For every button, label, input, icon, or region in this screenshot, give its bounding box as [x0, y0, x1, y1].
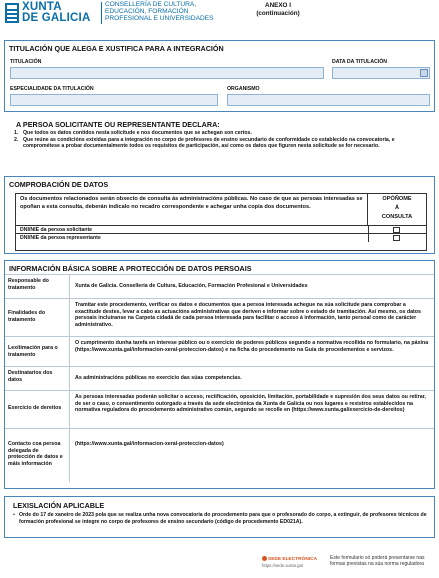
sede-logo-text: SEDE ELECTRÓNICA — [268, 557, 318, 562]
table-row — [5, 390, 434, 428]
lexislacion-section — [4, 496, 435, 538]
table-row — [5, 366, 434, 390]
declara-section — [4, 117, 435, 172]
especialidade-field[interactable] — [10, 94, 218, 106]
logo-line-1: XUNTA — [22, 1, 62, 13]
titulacion-label: TITULACIÓN — [10, 59, 42, 65]
comprobacion-section — [4, 176, 435, 254]
table-row — [5, 298, 434, 336]
cell-divider — [368, 226, 369, 234]
info-value: O cumprimento dunha tarefa en interese público ou o exercicio de poderes públicos segundo a normativa recollida no formulario, na páxina (https://www.xunta.gal/informacion-xeral-proteccion-datos) e na ficha do procedemento na Guía de procedementos e servizos. — [75, 340, 429, 353]
especialidade-label: ESPECIALIDADE DA TITULACIÓN — [10, 86, 94, 92]
conselleria-line-1: CONSELLERÍA DE CULTURA, — [105, 1, 197, 8]
conselleria-name — [105, 1, 214, 23]
cell-divider — [69, 299, 70, 336]
header-divider — [101, 2, 102, 24]
cell-divider — [69, 391, 70, 428]
table-row — [16, 226, 426, 234]
page-header — [0, 0, 439, 30]
declara-item-number: 1. — [14, 130, 19, 136]
organismo-field[interactable] — [227, 94, 430, 106]
oponome-line-1: OPÓÑOME — [382, 196, 412, 202]
info-key: Contacto coa persoa delegada de protección de datos e máis información — [8, 441, 63, 468]
conselleria-line-3: PROFESIONAL E UNIVERSIDADES — [105, 15, 214, 23]
declara-list — [14, 130, 430, 150]
oponome-header — [368, 194, 426, 226]
cell-divider — [69, 367, 70, 390]
xunta-logo-text — [22, 2, 90, 24]
proteccion-datos-section — [4, 260, 435, 489]
oponome-line-2: Á — [394, 205, 400, 211]
sede-electronica-logo[interactable] — [262, 556, 317, 570]
info-key: Finalidades do tratamento — [8, 310, 46, 323]
cell-divider — [368, 234, 369, 242]
cell-divider — [69, 337, 70, 366]
dni-solicitante-label: DNI/NIE da persoa solicitante — [20, 227, 93, 233]
lexislacion-text: Orde do 17 de xaneiro de 2023 pola que se realiza unha nova convocatoria do procedemento para que o profesorado do corpo, a extinguir, de profesores técnicos de formación profesional se integre no corpo de profesores de ensino secundario (código de procedemento ED021A). — [19, 512, 427, 525]
calendar-icon[interactable] — [420, 69, 428, 77]
cell-divider — [69, 429, 70, 482]
comprobacion-header: Os documentos relacionados serán obxecto de consulta ás administracións públicas. No caso de que as persoas interesadas se opoñan a esta consulta, deberán indicalo no recadro correspondente e achegar unha copia dos documentos. — [16, 194, 368, 226]
table-row — [5, 274, 434, 298]
cell-divider — [69, 275, 70, 298]
table-row — [5, 336, 434, 366]
oponome-line-3: CONSULTA — [381, 214, 413, 220]
data-titulacion-label: DATA DA TITULACIÓN — [332, 59, 388, 65]
declara-title: A PERSOA SOLICITANTE OU REPRESENTANTE DECLARA: — [16, 120, 220, 129]
info-key: Lexitimación para o tratamento — [8, 345, 58, 358]
declara-item — [14, 130, 430, 137]
declara-item-text: Que todos os datos contidos nesta solicitude e nos documentos que se achegan son certos. — [23, 130, 252, 136]
info-key: Destinatarios dos datos — [8, 370, 53, 383]
info-key: Exercicio de dereitos — [8, 405, 62, 411]
oponome-solicitante-checkbox[interactable] — [393, 227, 400, 233]
oponome-representante-checkbox[interactable] — [393, 235, 400, 241]
data-titulacion-field[interactable] — [332, 67, 430, 79]
titulacion-section — [4, 40, 435, 112]
dni-representante-label: DNI/NIE da persoa representante — [20, 235, 101, 241]
organismo-label: ORGANISMO — [227, 86, 260, 92]
annex-label — [248, 2, 308, 17]
info-value: As administracións públicas no exercicio das súas competencias. — [75, 375, 242, 381]
sede-logo-icon — [262, 556, 267, 561]
info-value: (https://www.xunta.gal/informacion-xeral-proteccion-datos) — [75, 441, 224, 447]
bullet: • — [13, 512, 15, 518]
sede-url[interactable]: https://sede.xunta.gal — [262, 563, 303, 568]
comprobacion-table — [15, 193, 427, 251]
conselleria-line-2: EDUCACIÓN, FORMACIÓN — [105, 8, 189, 16]
info-value: Xunta de Galicia. Consellería de Cultura, Educación, Formación Profesional e Universidades — [75, 283, 308, 289]
annex-subtitle: (continuación) — [256, 9, 300, 17]
lexislacion-title: LEXISLACIÓN APLICABLE — [13, 501, 105, 510]
footer-note: Este formulario só poderá presentarse nas formas previstas na súa norma reguladora — [330, 555, 425, 568]
declara-item-text: Que reúne as condicións exixidas para a integración no corpo de profesores de ensino secundario de conformidade co establecido na convocatoria, e comprométese a probar documentalmente todos os requisitos de participación, así como os datos que figuren nesta solicitude se for necesario. — [23, 136, 395, 150]
declara-item-number: 2. — [14, 136, 19, 143]
info-key: Responsable do tratamento — [8, 278, 49, 291]
annex-title: ANEXO I — [265, 2, 291, 9]
titulacion-title: TITULACIÓN QUE ALEGA E XUSTIFICA PARA A INTEGRACIÓN — [9, 44, 224, 53]
declara-item — [14, 137, 430, 150]
proteccion-datos-title: INFORMACIÓN BÁSICA SOBRE A PROTECCIÓN DE DATOS PERSOAIS — [9, 264, 252, 273]
comprobacion-title: COMPROBACIÓN DE DATOS — [9, 180, 109, 189]
table-row — [16, 234, 426, 242]
table-row — [5, 428, 434, 482]
xunta-logo-icon — [5, 3, 19, 23]
page-footer — [262, 555, 436, 571]
info-value: Tramitar este procedemento, verificar os datos e documentos que a persoa interesada achegue na súa solicitude para comprobar a exactitude destes, levar a cabo as actuacións administrativas que deriven e informar sobre o estado de tramitación. Así mesmo, os datos persoais incluíranse na Carpeta cidadá de cada persoa interesada para facilitar o acceso á información, tanto persoal como de carácter administrativo. — [75, 302, 421, 329]
logo-line-2: DE GALICIA — [22, 12, 91, 24]
info-value: As persoas interesadas poderán solicitar o acceso, rectificación, oposición, limitación, portabilidade e supresión dos seus datos ou retirar, de ser o caso, o consentimento outorgado a través da sede electrónica da Xunta de Galicia ou nos lugares e rexistros establecidos na normativa reguladora do procedemento administrativo común, segundo se recolle en (https://www.xunta.gal/exercicio-de-dereitos) — [75, 394, 426, 414]
titulacion-field[interactable] — [10, 67, 324, 79]
